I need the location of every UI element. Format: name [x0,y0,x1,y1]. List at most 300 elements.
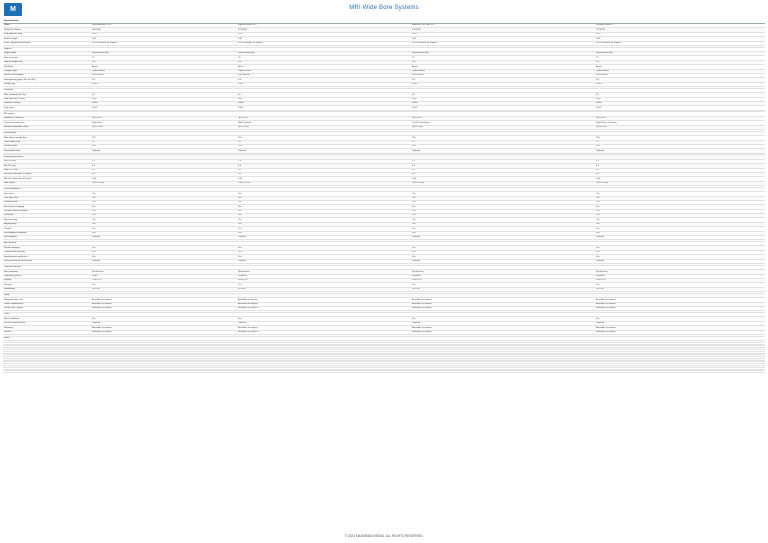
spec-cell: 50 [91,93,237,97]
spec-cell: Optional [411,259,595,263]
spec-cell [237,371,411,373]
spec-cell: Zero boil-off [91,73,237,77]
row-label: Host computer [3,270,91,274]
spec-cell: 0.05 [595,177,765,181]
spec-cell: 70 [91,56,237,60]
spec-cell: Up to 1000 [411,125,595,129]
spec-cell: Optional [237,149,411,153]
spec-cell: Yes [237,317,411,321]
row-label: Min slice thickness 2D (mm) [3,172,91,176]
spec-cell: 50 [411,168,595,172]
spec-cell: Up to 128 [91,116,237,120]
spec-cell: 3.0T [411,37,595,41]
spec-cell: Yes [411,205,595,209]
spec-cell: Available on request [595,298,765,302]
spec-cell: Optional [237,259,411,263]
spec-cell: Yes [91,222,237,226]
row-label: Cardiac [3,227,91,231]
row-label: Simultaneous multi-slice [3,255,91,259]
row-label: Noise reduction [3,317,91,321]
spec-cell: Up to 1000 [595,125,765,129]
column-header: Specifications [3,19,91,24]
spec-cell: Active [595,65,765,69]
spec-cell: Liquid helium [411,69,595,73]
spec-cell: Yes [237,246,411,250]
spec-cell: 1.3 [91,159,237,163]
spec-cell: Available on request [237,302,411,306]
row-label: Receive bandwidth (kHz) [3,125,91,129]
spec-cell: Yes [595,227,765,231]
spec-cell: Yes [411,250,595,254]
spec-cell: Optional [237,321,411,325]
row-label: Minimum room size [3,298,91,302]
spec-cell: 71 [595,56,765,60]
spec-cell: DICOM [91,287,237,291]
spec-cell: Water [411,101,595,105]
spec-cell: 0.5 [411,78,595,82]
spec-cell: Yes [595,218,765,222]
spec-cell: Yes [237,209,411,213]
row-label: Model [3,24,91,28]
spec-cell: Price available on request [91,41,237,45]
spec-cell: 250 [411,136,595,140]
spec-cell: Optional [237,235,411,239]
spec-cell: 200 [237,97,411,101]
spec-cell: Yes [91,209,237,213]
row-label: Initial Suggested retail price [3,41,91,45]
row-label: Power requirements [3,302,91,306]
spec-cell: 55 [237,168,411,172]
spec-cell: 3.0T [91,37,237,41]
table-body [3,24,765,373]
spec-cell: 2017 [237,32,411,36]
spec-cell: 100% [595,106,765,110]
spec-cell: Linux [91,274,237,278]
spec-cell: Yes [237,205,411,209]
row-label: Min TR (ms) [3,159,91,163]
spec-cell: Yes [595,144,765,148]
spec-cell: Price available on request [237,41,411,45]
row-label: Imaging parameters [3,155,91,159]
row-label: Angiography [3,222,91,226]
spec-cell: 1024 x 1024 [595,181,765,185]
spec-cell: Yes [411,246,595,250]
row-label: Networking [3,287,91,291]
spec-cell: 162 [237,60,411,64]
spec-cell: Water [595,101,765,105]
row-label: Deep learning reconstruction [3,259,91,263]
row-label: Echo planar imaging [3,205,91,209]
spec-cell: Yes [411,214,595,218]
spec-cell: 70 [237,140,411,144]
page-header [0,0,768,18]
row-label: Pulse sequences [3,187,91,191]
spec-cell: Liquid helium [595,69,765,73]
row-label: Compressed sensing [3,250,91,254]
spec-cell: Yes [595,255,765,259]
row-label: Spectroscopy [3,218,91,222]
spec-cell: Yes [91,317,237,321]
row-label: Gradient cooling [3,101,91,105]
spec-cell: 1024 x 1024 [91,181,237,185]
spec-cell: 100% [91,106,237,110]
spec-cell: K171904 [237,28,411,32]
row-label: Notes [3,336,91,340]
row-label: RF system [3,112,91,116]
spec-cell: Yes [595,317,765,321]
row-label: Vertical travel [3,144,91,148]
row-label: Magnet [3,47,91,51]
row-label: Max matrix [3,181,91,185]
spec-cell: 0.5 [595,78,765,82]
spec-cell: Yes [91,205,237,209]
spec-cell: 200 [595,97,765,101]
spec-cell: Available on request [237,326,411,330]
spec-cell: Active [91,65,237,69]
spec-cell: Water [91,101,237,105]
spec-cell: 0.1 [237,172,411,176]
spec-cell: Yes [91,227,237,231]
spec-cell: 5,100 [237,82,411,86]
spec-cell: Yes [411,200,595,204]
spec-cell: Yes [595,222,765,226]
spec-cell: 0.1 [411,172,595,176]
spec-cell: Yes [237,222,411,226]
spec-cell: Yes [91,196,237,200]
spec-cell: 250 [237,136,411,140]
table-row [3,371,765,373]
copyright-footer: © 2023 MAGMEDIA MEDIA. ALL RIGHTS RESERVED. [344,534,424,538]
spec-cell: MultiTransmit [237,121,411,125]
spec-cell: Yes [237,283,411,287]
spec-cell: Yes [91,231,237,235]
spec-cell: 45 [595,93,765,97]
spec-cell: Windows [411,274,595,278]
spec-cell: Available on request [411,302,595,306]
spec-cell: Available on request [411,330,595,334]
row-label: Gradients [3,88,91,92]
row-label: Storage [3,283,91,287]
spec-cell: 24 in LCD [91,278,237,282]
spec-cell: 72 [595,140,765,144]
spec-cell: Multi-drive [91,121,237,125]
row-label: Service [3,330,91,334]
spec-cell: Ingenia Elition 3.0T [237,24,411,28]
row-label: Operator console [3,265,91,269]
row-label: Cryogen type [3,69,91,73]
spec-cell: 0.05 [411,177,595,181]
spec-cell: Available on request [91,330,237,334]
spec-cell: Windows [595,274,765,278]
spec-cell: Up to 1000 [237,125,411,129]
spec-cell: Yes [595,205,765,209]
row-label: Patient table [3,131,91,135]
spec-cell: Optional [91,321,237,325]
spec-cell: Available on request [595,302,765,306]
spec-cell: Available on request [595,326,765,330]
spec-cell: 200 [91,97,237,101]
spec-cell: Liquid helium [237,69,411,73]
spec-cell: Yes [237,200,411,204]
row-label: Magnet length (cm) [3,60,91,64]
row-label: Number of channels [3,116,91,120]
spec-cell: Yes [595,246,765,250]
row-label: Bore size (cm) [3,56,91,60]
spec-cell: 1.4 [237,159,411,163]
row-label: Magnet type [3,52,91,56]
spec-cell: Optional [91,235,237,239]
spec-cell: Yes [91,246,237,250]
spec-cell: Yes [411,283,595,287]
company-logo[interactable]: M [4,3,22,16]
row-label: Weight (kg) [3,82,91,86]
spec-cell: 1.5 [595,159,765,163]
spec-cell: Zero boil-off [411,73,595,77]
spec-cell: Yes [411,209,595,213]
spec-cell: Yes [237,255,411,259]
spec-cell: Available on request [91,326,237,330]
spec-cell: Yes [237,250,411,254]
spec-cell: Available on request [237,306,411,310]
spec-cell: Available on request [595,306,765,310]
row-label: Diffusion tensor imaging [3,209,91,213]
spec-cell: Up to 128 [237,116,411,120]
row-label: Susceptibility weighted [3,231,91,235]
spec-cell: Liquid helium [91,69,237,73]
spec-cell: 2016 [91,32,237,36]
spec-cell: Vantage Galan 3T [595,24,765,28]
spec-cell: 0.05 [91,177,237,181]
spec-cell: Yes [237,144,411,148]
row-label: Duty cycle [3,106,91,110]
row-label: In-bore entertainment [3,321,91,325]
spec-cell: Yes [237,192,411,196]
spec-cell: 0.5 [237,78,411,82]
spec-cell: K161000 [91,28,237,32]
spec-cell: Optional [595,149,765,153]
spec-cell: DICOM [411,287,595,291]
spec-cell: Workstation [411,270,595,274]
row-label: Spin echo [3,192,91,196]
row-label: Perfusion [3,214,91,218]
spec-cell: Yes [411,192,595,196]
spec-cell: MAGNETOM Vida 3.0T [411,24,595,28]
spec-cell: 6,360 [411,82,595,86]
spec-cell: Optional [411,235,595,239]
spec-cell: Yes [595,196,765,200]
row-label: Warranty [3,326,91,330]
row-label: Field strength [3,37,91,41]
spec-cell: Available on request [595,330,765,334]
specifications-table [3,19,765,373]
row-label: Max patient weight (kg) [3,136,91,140]
row-label: Other [3,313,91,317]
spec-cell: Yes [237,218,411,222]
spec-cell: 1024 x 1024 [411,181,595,185]
spec-cell: DICOM [237,287,411,291]
spec-cell: 0.5 [91,78,237,82]
row-label: Elastography [3,235,91,239]
spec-cell: Water [237,101,411,105]
spec-cell: 0.05 [237,177,411,181]
spec-cell: Yes [91,218,237,222]
spec-cell: 70 [411,140,595,144]
spec-cell: Zero boil-off [237,73,411,77]
spec-cell: Yes [595,200,765,204]
spec-cell: Superconducting [237,52,411,56]
spec-cell: 6,600 [91,82,237,86]
spec-cell: Active [237,65,411,69]
spec-cell: 50 [91,168,237,172]
spec-cell [91,371,237,373]
row-label: Fringe field 5 gauss [3,306,91,310]
spec-cell: Price available on request [595,41,765,45]
spec-cell: Yes [411,227,595,231]
spec-cell: DICOM [595,287,765,291]
spec-cell: K173023 [595,28,765,32]
spec-cell: Superconducting [595,52,765,56]
row-label [3,371,91,373]
spec-cell: Yes [411,317,595,321]
spec-cell: Optional [91,149,237,153]
spec-cell: Available on request [411,298,595,302]
spec-cell: Workstation [91,270,237,274]
spec-cell: Yes [91,192,237,196]
row-label: Fast spin echo [3,196,91,200]
row-label: Max FOV (cm) [3,168,91,172]
spec-cell: Yes [595,214,765,218]
spec-cell: Superconducting [91,52,237,56]
spec-cell: Yes [595,231,765,235]
spec-cell: Available on request [237,330,411,334]
spec-cell: 50 [595,168,765,172]
spec-cell: 24 in LCD [595,278,765,282]
row-label: Table width (cm) [3,140,91,144]
spec-cell: Yes [595,192,765,196]
spec-cell: Available on request [91,306,237,310]
spec-cell: 100% [411,106,595,110]
spec-cell: Zero boil-off [595,73,765,77]
spec-cell: Optional [411,321,595,325]
row-label: FDA approval date [3,32,91,36]
spec-cell: 1.3 [411,159,595,163]
row-label: Display [3,278,91,282]
spec-cell: Up to 1000 [91,125,237,129]
row-label: Removable table [3,149,91,153]
spec-cell: Yes [237,231,411,235]
spec-cell: Active [411,65,595,69]
spec-cell: Yes [91,283,237,287]
spec-cell: K162280 [411,28,595,32]
spec-cell: Yes [237,227,411,231]
spec-cell: 24 in LCD [411,278,595,282]
spec-cell: 24 in LCD [237,278,411,282]
spec-cell: 0.5 [237,164,411,168]
row-label: Shielding [3,65,91,69]
row-label: Min TE (ms) [3,164,91,168]
spec-cell: 70 [237,56,411,60]
spec-cell: Yes [411,255,595,259]
spec-cell: Optional [595,259,765,263]
spec-cell: TimTX TrueShape [411,121,595,125]
spec-cell: Superconducting [411,52,595,56]
spec-cell: Yes [411,231,595,235]
row-label: Operating system [3,274,91,278]
spec-cell: Yes [595,283,765,287]
spec-cell: Optional [411,149,595,153]
spec-cell: 60 [411,93,595,97]
spec-cell: 250 [595,136,765,140]
spec-cell [411,371,595,373]
spec-cell: Yes [595,250,765,254]
row-label: Siting [3,293,91,297]
row-label: Max amplitude (mT/m) [3,93,91,97]
spec-cell: 2017 [595,32,765,36]
row-label: Helium consumption [3,73,91,77]
spec-cell: Yes [91,200,237,204]
spec-cell: Available on request [91,302,237,306]
spec-cell: 3.0T [595,37,765,41]
spec-cell: 100% [237,106,411,110]
spec-cell: Available on request [411,326,595,330]
spec-cell: Windows [237,274,411,278]
spec-cell: Up to 128 [411,116,595,120]
row-label: Transmit architecture [3,121,91,125]
spec-cell: 0.6 [595,164,765,168]
spec-cell: 0.1 [595,172,765,176]
spec-cell: Yes [237,214,411,218]
spec-cell: 200 [411,97,595,101]
spec-cell: 0.4 [411,164,595,168]
row-label: Homogeneity (ppm, 40 cm DSV) [3,78,91,82]
spec-cell: 2016 [411,32,595,36]
spec-cell: Optional [91,259,237,263]
spec-cell: 75 [91,140,237,144]
spec-cell: Optional [595,235,765,239]
spec-cell: Yes [237,196,411,200]
spec-cell: 157 [595,60,765,64]
spec-cell [595,371,765,373]
spec-cell: 1024 x 1024 [237,181,411,185]
spec-cell: Workstation [237,270,411,274]
row-label: Min slice thickness 3D (mm) [3,177,91,181]
spec-cell: Yes [91,250,237,254]
spec-cell: 5,600 [595,82,765,86]
spec-cell: Multi-Phase Transmit [595,121,765,125]
spec-cell: Yes [91,214,237,218]
spec-cell: 163 [411,60,595,64]
spec-cell: 0.1 [91,172,237,176]
spec-cell: Yes [91,144,237,148]
spec-cell: Available on request [237,298,411,302]
row-label: 510(k) No./Status [3,28,91,32]
spec-cell: 0.4 [91,164,237,168]
spec-cell: 227 [91,136,237,140]
spec-cell: Price available on request [411,41,595,45]
row-label: Max slew rate (T/m/s) [3,97,91,101]
spec-cell: Yes [411,218,595,222]
spec-cell: Up to 128 [595,116,765,120]
spec-cell: Signa Architect 3.0T [91,24,237,28]
page-title: MRI Wide Bore Systems [349,5,419,11]
spec-cell: 70 [411,56,595,60]
spec-cell: 178 [91,60,237,64]
spec-cell: Yes [411,144,595,148]
spec-cell: Available on request [411,306,595,310]
spec-cell: Yes [595,209,765,213]
spec-cell: 45 [237,93,411,97]
spec-cell: Yes [91,255,237,259]
